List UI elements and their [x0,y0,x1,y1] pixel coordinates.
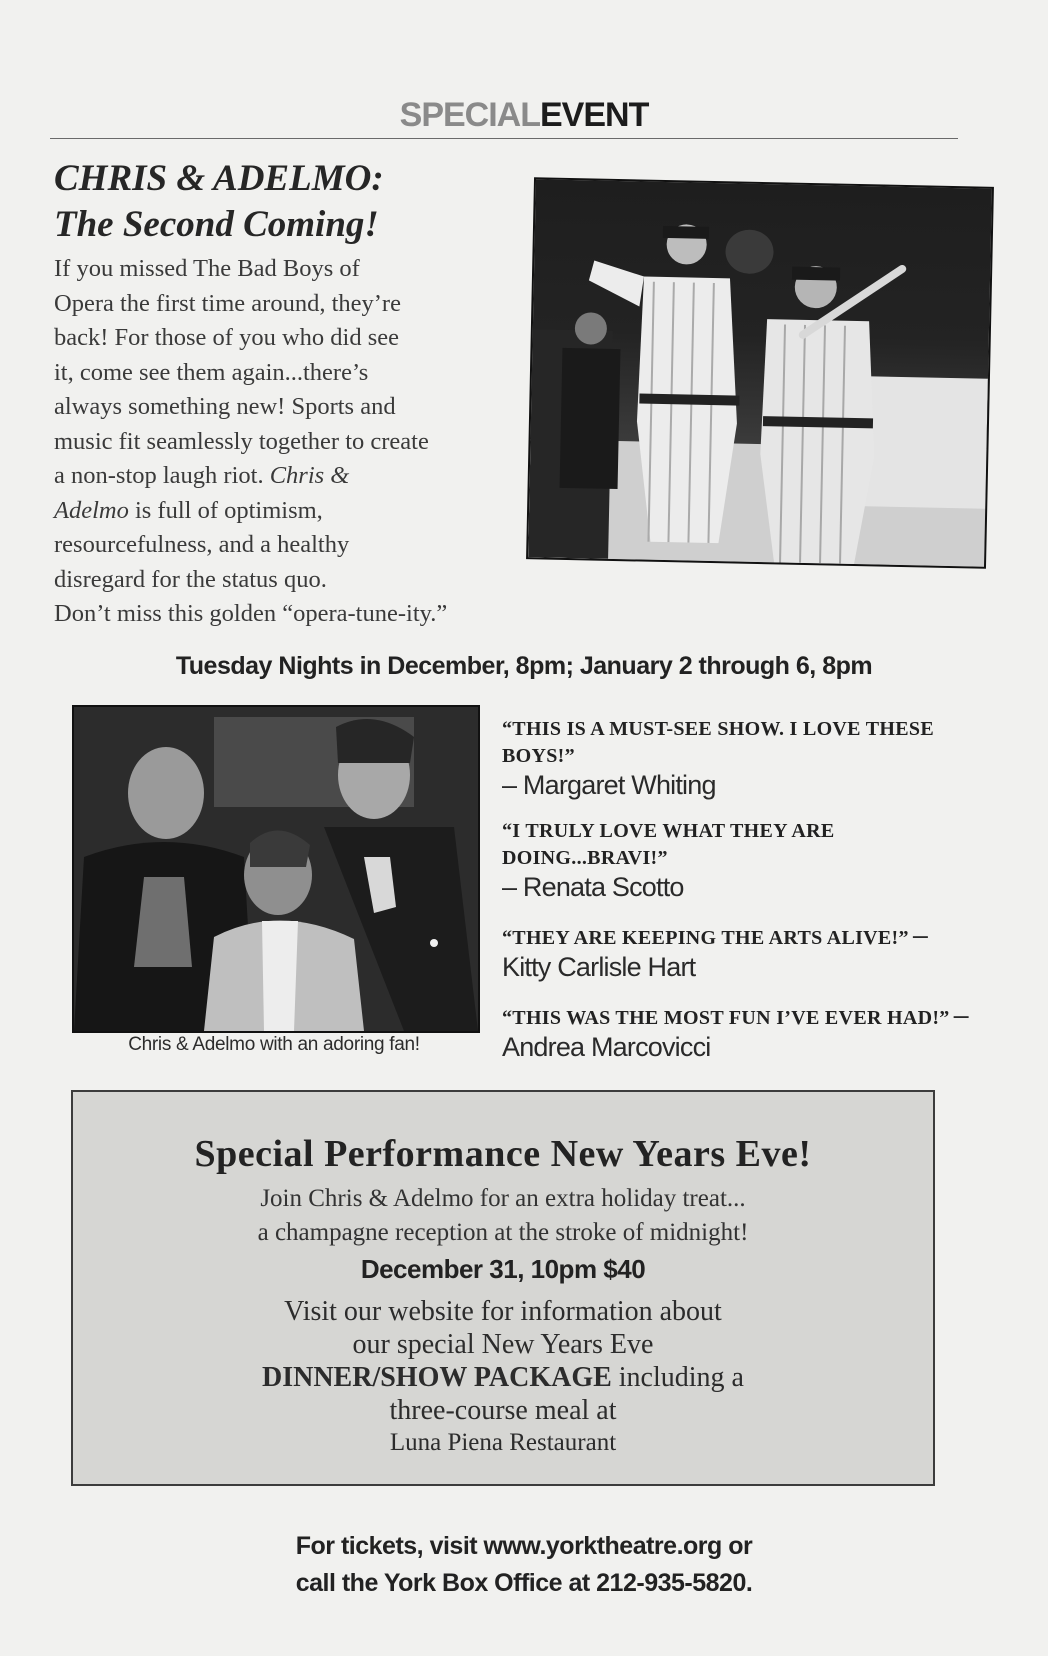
new-years-eve-promo [71,1090,935,1486]
promo-info-text: including a [611,1362,744,1393]
intro-line: Opera the first time around, they’re [54,289,401,317]
adoring-fan-photo [72,705,480,1033]
promo-info [73,1295,933,1427]
ticket-info-line1: For tickets, visit www.yorktheatre.org or [295,1532,753,1560]
intro-line: music fit seamlessly together to create [54,427,429,455]
intro-line: back! For those of you who did see [54,324,399,351]
quote-author: – Andrea Marcovicci [502,1000,968,1062]
ticket-info-line2: call the York Box Office at 212-935-5820. [295,1569,753,1597]
promo-line: a champagne reception at the stroke of midnight! [257,1219,749,1246]
quote-author: – Margaret Whiting [502,770,716,800]
show-dates: Tuesday Nights in December, 8pm; January 2 through 6, 8pm [175,652,873,680]
quote-text: “THIS IS A MUST-SEE SHOW. I LOVE THESE BOYS!” [502,718,934,767]
fan-photo-art [74,707,478,1031]
promo-info-line: Visit our website for information about [284,1296,722,1327]
restaurant-name: Luna Piena Restaurant [389,1429,617,1456]
press-quotes [502,716,972,1080]
intro-italic-name: Chris & [269,462,350,489]
header-divider [50,138,958,139]
promo-info-line: our special New Years Eve [352,1329,654,1360]
event-title-line1: CHRIS & ADELMO: [54,158,384,199]
baseball-photo-art [528,179,992,566]
event-title-line2: The Second Coming! [54,204,379,245]
promo-title: Special Performance New Years Eve! [194,1133,812,1175]
intro-line: Don’t miss this golden “opera-tune-ity.” [54,600,448,627]
intro-italic-name: Adelmo [54,496,129,524]
promo-line: Join Chris & Adelmo for an extra holiday treat... [260,1185,746,1212]
event-title [54,156,524,248]
quote-item [502,818,972,902]
intro-line: If you missed The Bad Boys of [54,255,360,282]
section-header-event: EVENT [540,96,649,134]
intro-line: always something new! Sports and [54,393,396,420]
section-header [0,96,1048,135]
intro-line: disregard for the status quo. [54,565,327,593]
intro-paragraph [54,252,554,632]
baseball-uniform-photo [526,177,994,569]
intro-text: is full of optimism, [134,496,323,524]
intro-line: it, come see them again...there’s [54,358,369,386]
photo-caption: Chris & Adelmo with an adoring fan! [128,1034,420,1055]
section-header-special: SPECIAL [399,96,540,134]
quote-item [502,1000,972,1062]
intro-line [54,459,554,494]
quote-item [502,920,972,982]
dinner-show-package: DINNER/SHOW PACKAGE [262,1362,612,1393]
promo-date-price: December 31, 10pm $40 [360,1254,646,1284]
quote-text: “THEY ARE KEEPING THE ARTS ALIVE!” [502,927,909,949]
promo-info-line [73,1361,933,1394]
promo-info-line: three-course meal at [389,1395,617,1426]
quote-item [502,716,972,800]
intro-text: a non-stop laugh riot. [54,462,264,489]
quote-author: – Kitty Carlisle Hart [502,920,928,982]
ticket-info [0,1528,1048,1602]
intro-line: resourcefulness, and a healthy [54,531,350,558]
quote-text: “THIS WAS THE MOST FUN I’VE EVER HAD!” [502,1007,950,1029]
intro-line [54,494,554,529]
quote-text: “I TRULY LOVE WHAT THEY ARE DOING...BRAVI!” [502,820,835,869]
quote-author: – Renata Scotto [502,872,684,902]
